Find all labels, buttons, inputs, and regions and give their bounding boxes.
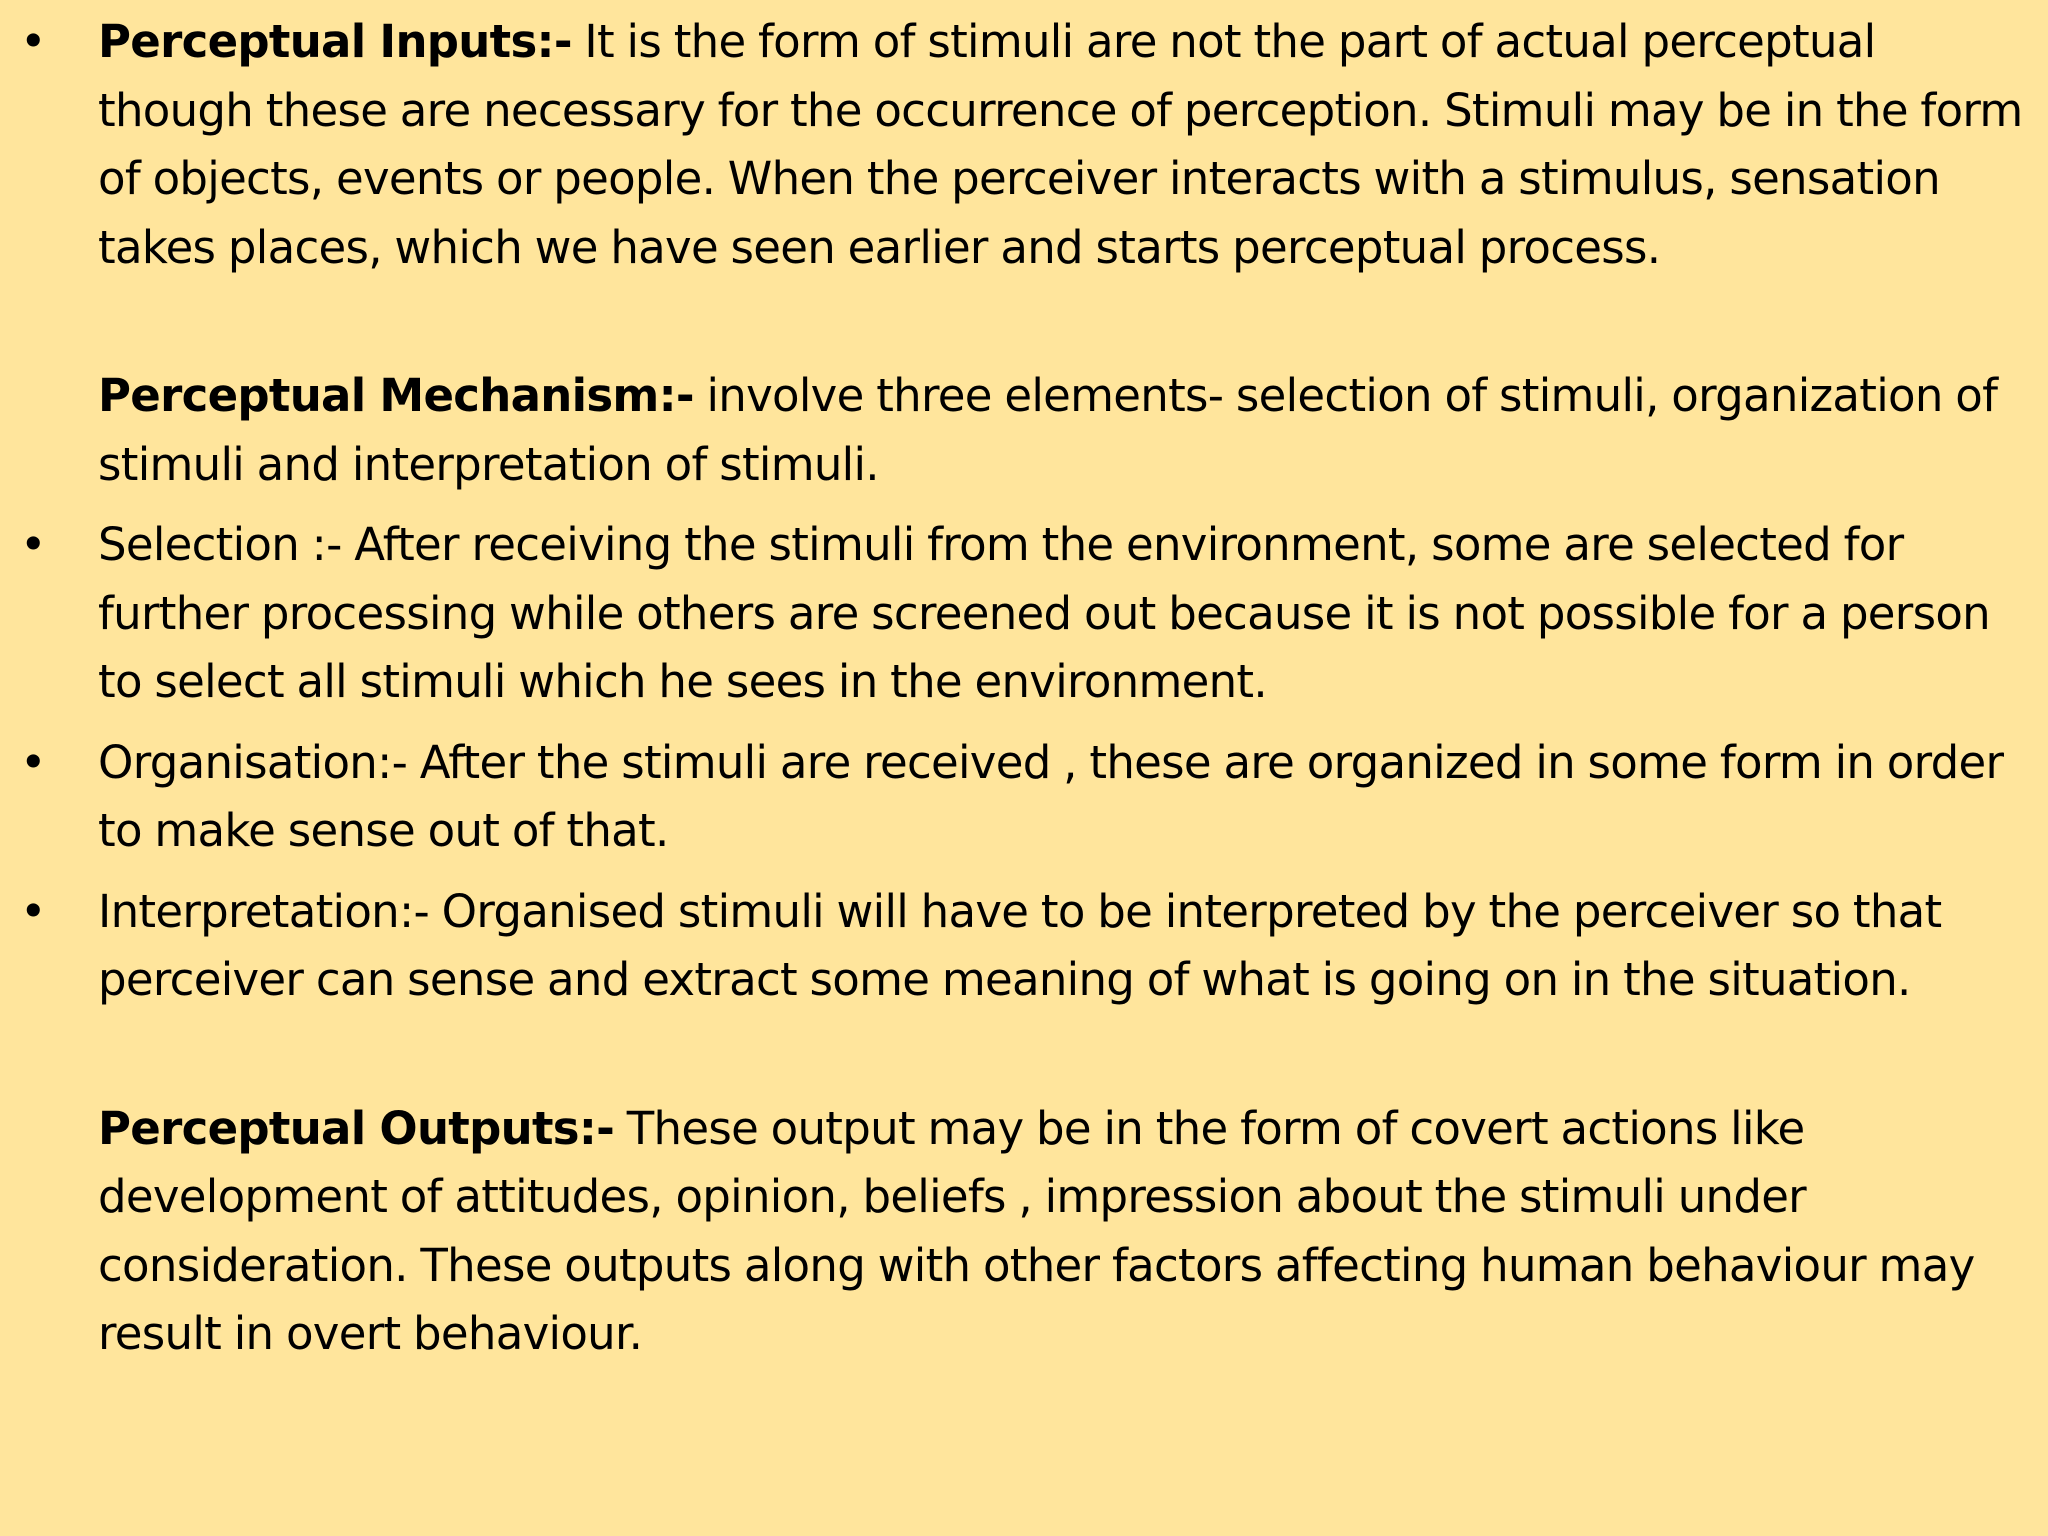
interpretation-paragraph [0, 878, 2048, 1015]
perceptual-mechanism-paragraph [0, 362, 2048, 499]
perceptual-inputs-heading: Perceptual Inputs:- [98, 15, 572, 68]
bullet-icon: • [20, 15, 46, 68]
organisation-text: Organisation:- After the stimuli are received , these are organized in some form in order to make sense out of that. [98, 735, 2004, 857]
perceptual-outputs-heading: Perceptual Outputs:- [98, 1101, 615, 1155]
perceptual-inputs-paragraph [0, 8, 2048, 282]
perceptual-mechanism-heading: Perceptual Mechanism:- [98, 369, 694, 422]
interpretation-text: Interpretation:- Organised stimuli will have to be interpreted by the perceiver so that perceiver can sense and extract some meaning of what is going on in the situation. [98, 884, 1942, 1006]
perceptual-outputs-paragraph [0, 1095, 2048, 1369]
selection-paragraph [0, 511, 2048, 717]
bullet-icon: • [20, 884, 46, 938]
bullet-icon: • [20, 735, 46, 789]
selection-text: Selection :- After receiving the stimuli from the environment, some are selected for further processing while others are screened out because it is not possible for a person to select all stimuli which he sees in the environment. [98, 518, 1990, 708]
perceptual-mechanism-text: involve three elements- selection of stimuli, organization of stimuli and interpretation of stimuli. [98, 369, 1998, 491]
perceptual-inputs-text: It is the form of stimuli are not the part of actual perceptual though these are necessary for the occurrence of perception. Stimuli may be in the form of objects, events or people. When the perceiver interacts with a stimulus, sensation takes places, which we have seen earlier and starts perceptual process. [98, 15, 2023, 274]
perceptual-outputs-text: These output may be in the form of covert actions like development of attitudes, opinion, beliefs , impression about the stimuli under consideration. These outputs along with other factors affecting human behaviour may result in overt behaviour. [98, 1101, 1975, 1360]
bullet-icon: • [20, 518, 46, 571]
organisation-paragraph [0, 729, 2048, 866]
